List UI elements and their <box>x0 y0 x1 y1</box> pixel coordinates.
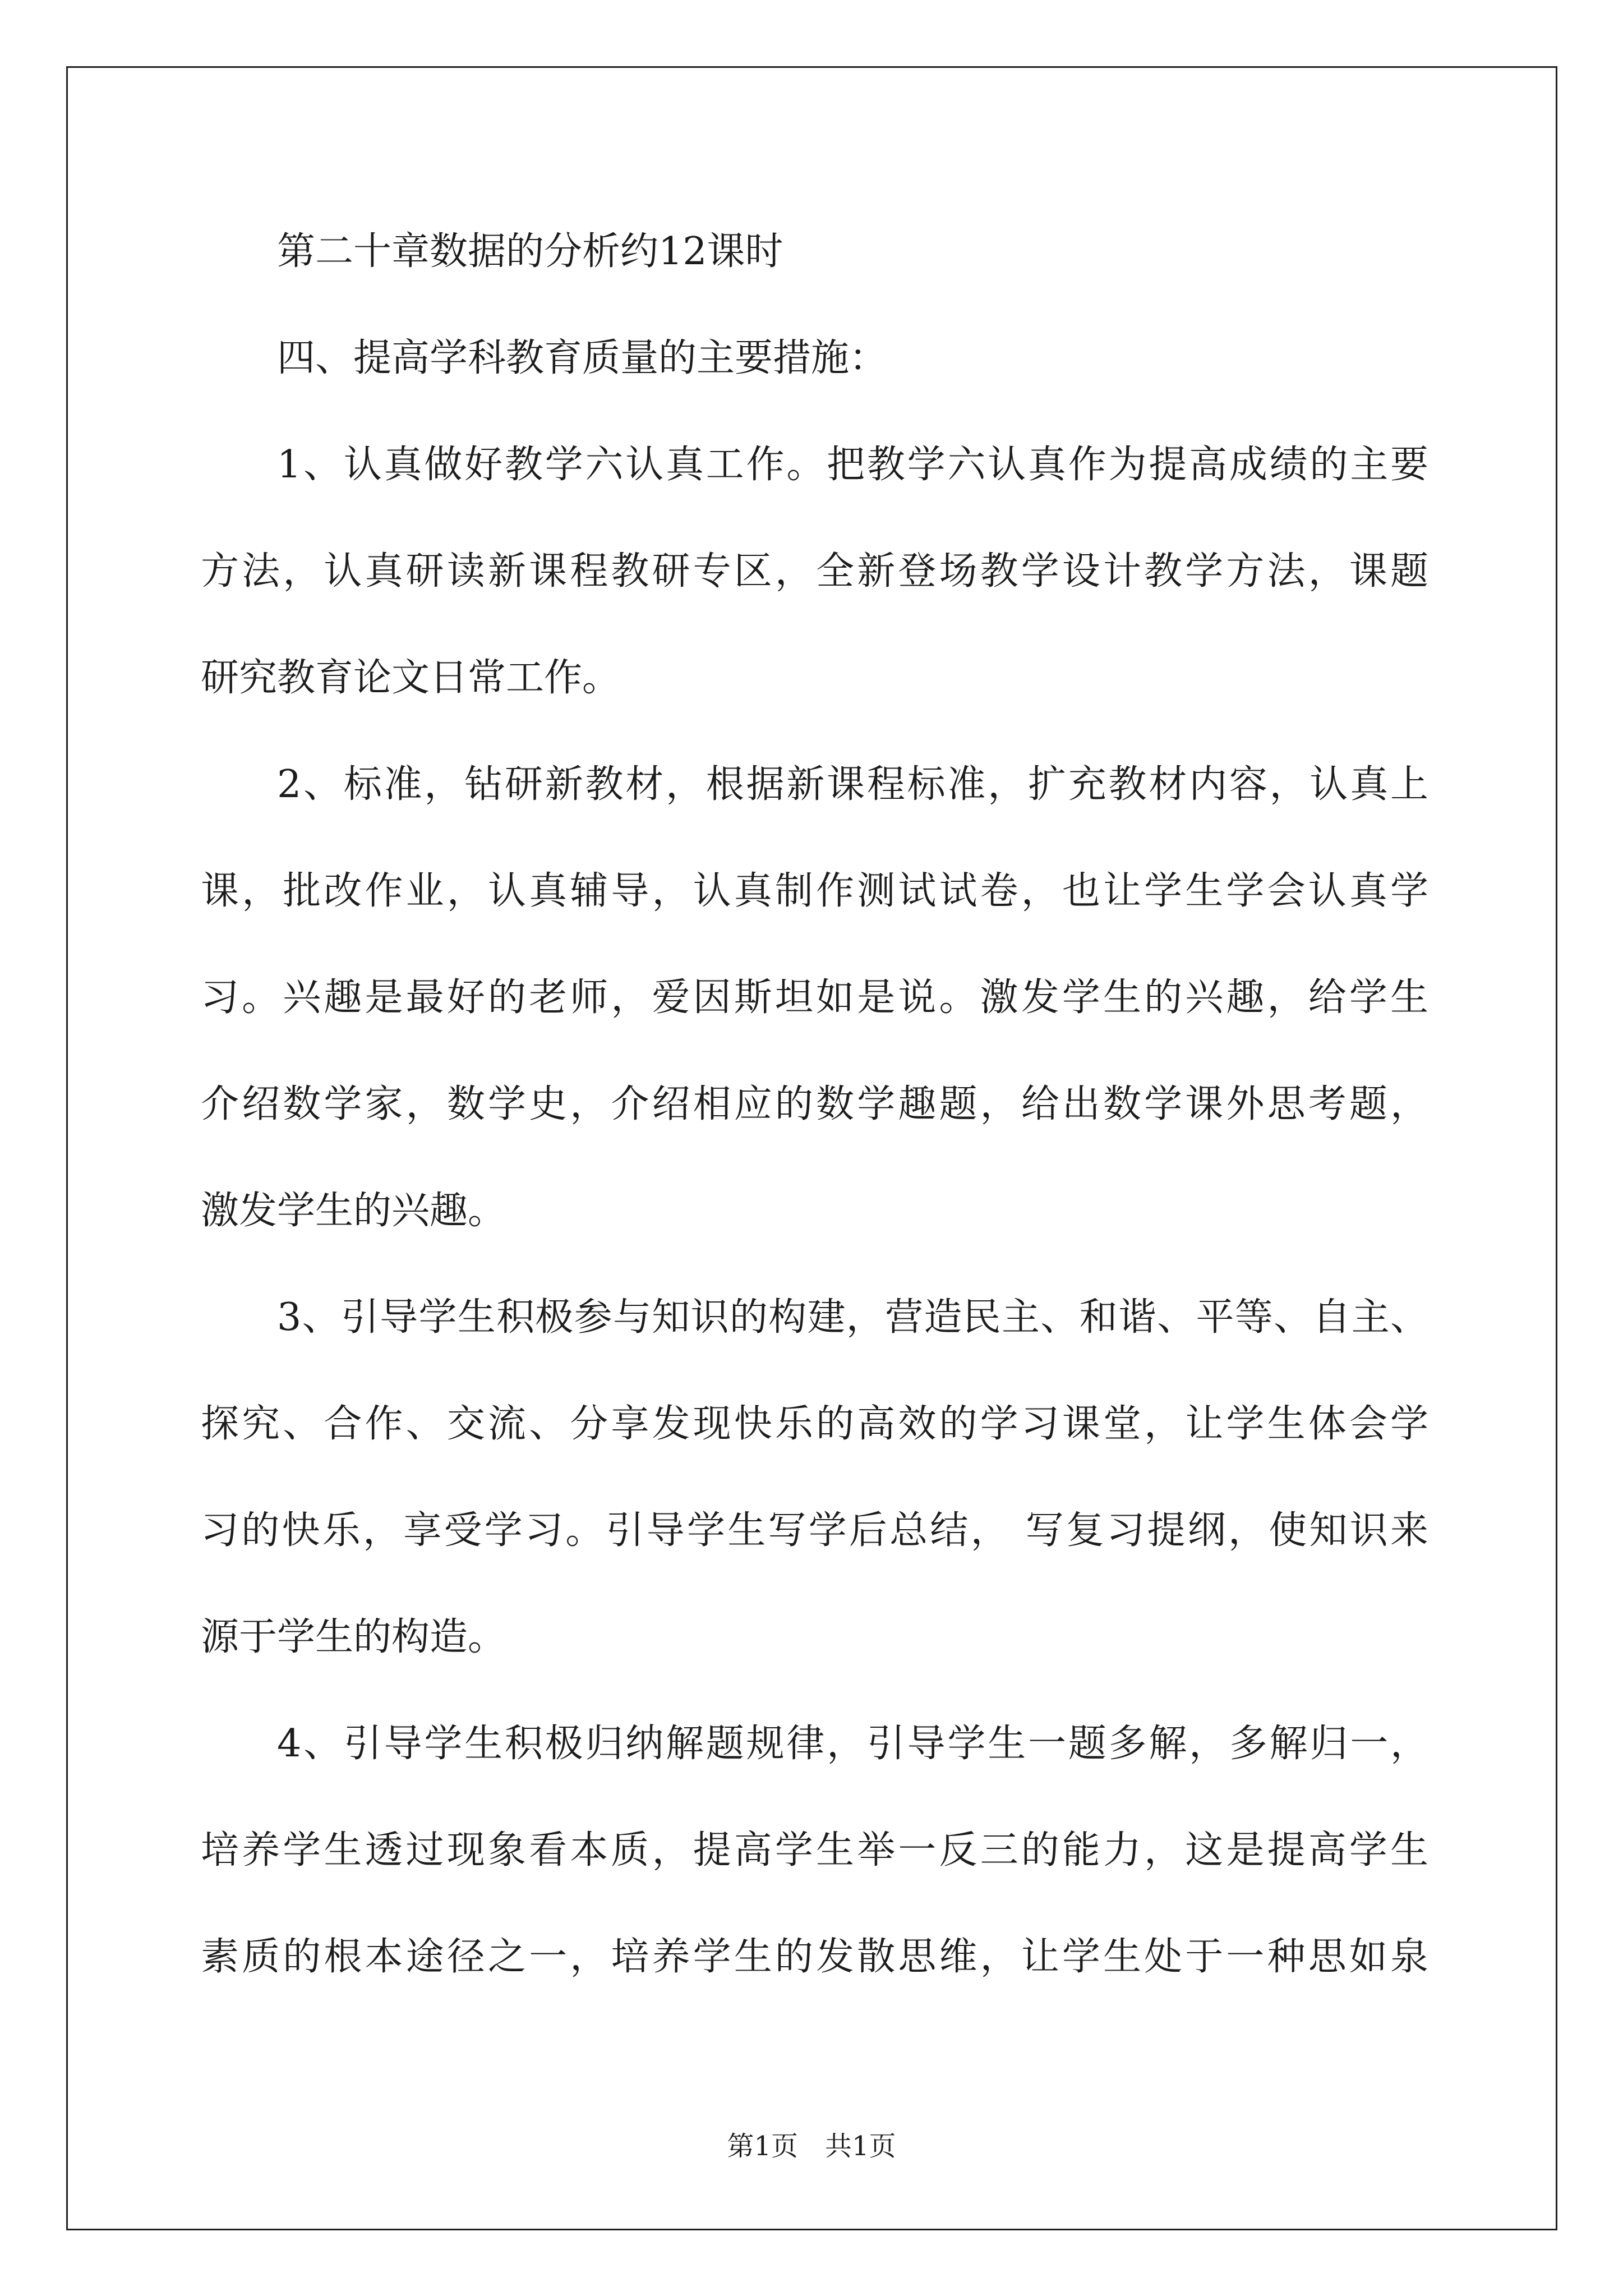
text-line: 课，批改作业，认真辅导，认真制作测试试卷，也让学生学会认真学 <box>201 869 1428 913</box>
page-number: 第1页 <box>727 2131 798 2162</box>
text-line: 激发学生的兴趣。 <box>201 1189 506 1233</box>
text-line: 四、提高学科教育质量的主要措施： <box>277 336 888 380</box>
text-line: 3、引导学生积极参与知识的构建，营造民主、和谐、平等、自主、 <box>277 1295 1428 1340</box>
text-line: 习。兴趣是最好的老师，爱因斯坦如是说。激发学生的兴趣，给学生 <box>201 976 1428 1020</box>
document-body <box>201 199 1428 2010</box>
page-footer <box>0 2129 1623 2163</box>
text-line: 研究教育论文日常工作。 <box>201 656 621 700</box>
text-line: 介绍数学家，数学史，介绍相应的数学趣题，给出数学课外思考题， <box>201 1082 1428 1126</box>
section-heading <box>201 305 1428 412</box>
text-line: 源于学生的构造。 <box>201 1615 506 1659</box>
text-line: 培养学生透过现象看本质，提高学生举一反三的能力，这是提高学生 <box>201 1828 1428 1872</box>
page-total: 共1页 <box>825 2131 896 2162</box>
chapter-line <box>201 199 1428 305</box>
paragraph-3 <box>201 1264 1428 1691</box>
text-line: 4、引导学生积极归纳解题规律，引导学生一题多解，多解归一， <box>277 1722 1428 1766</box>
text-line: 探究、合作、交流、分享发现快乐的高效的学习课堂，让学生体会学 <box>201 1402 1428 1446</box>
text-line: 第二十章数据的分析约12课时 <box>277 229 783 274</box>
paragraph-2 <box>201 731 1428 1264</box>
text-line: 1、认真做好教学六认真工作。把教学六认真作为提高成绩的主要 <box>277 443 1428 487</box>
paragraph-4 <box>201 1691 1428 2010</box>
text-line: 2、标准，钻研新教材，根据新课程标准，扩充教材内容，认真上 <box>277 762 1428 807</box>
text-line: 素质的根本途径之一，培养学生的发散思维，让学生处于一种思如泉 <box>201 1935 1428 1979</box>
text-line: 方法，认真研读新课程教研专区，全新登场教学设计教学方法，课题 <box>201 549 1428 593</box>
paragraph-1 <box>201 412 1428 731</box>
text-line: 习的快乐，享受学习。引导学生写学后总结， 写复习提纲，使知识来 <box>201 1508 1428 1553</box>
